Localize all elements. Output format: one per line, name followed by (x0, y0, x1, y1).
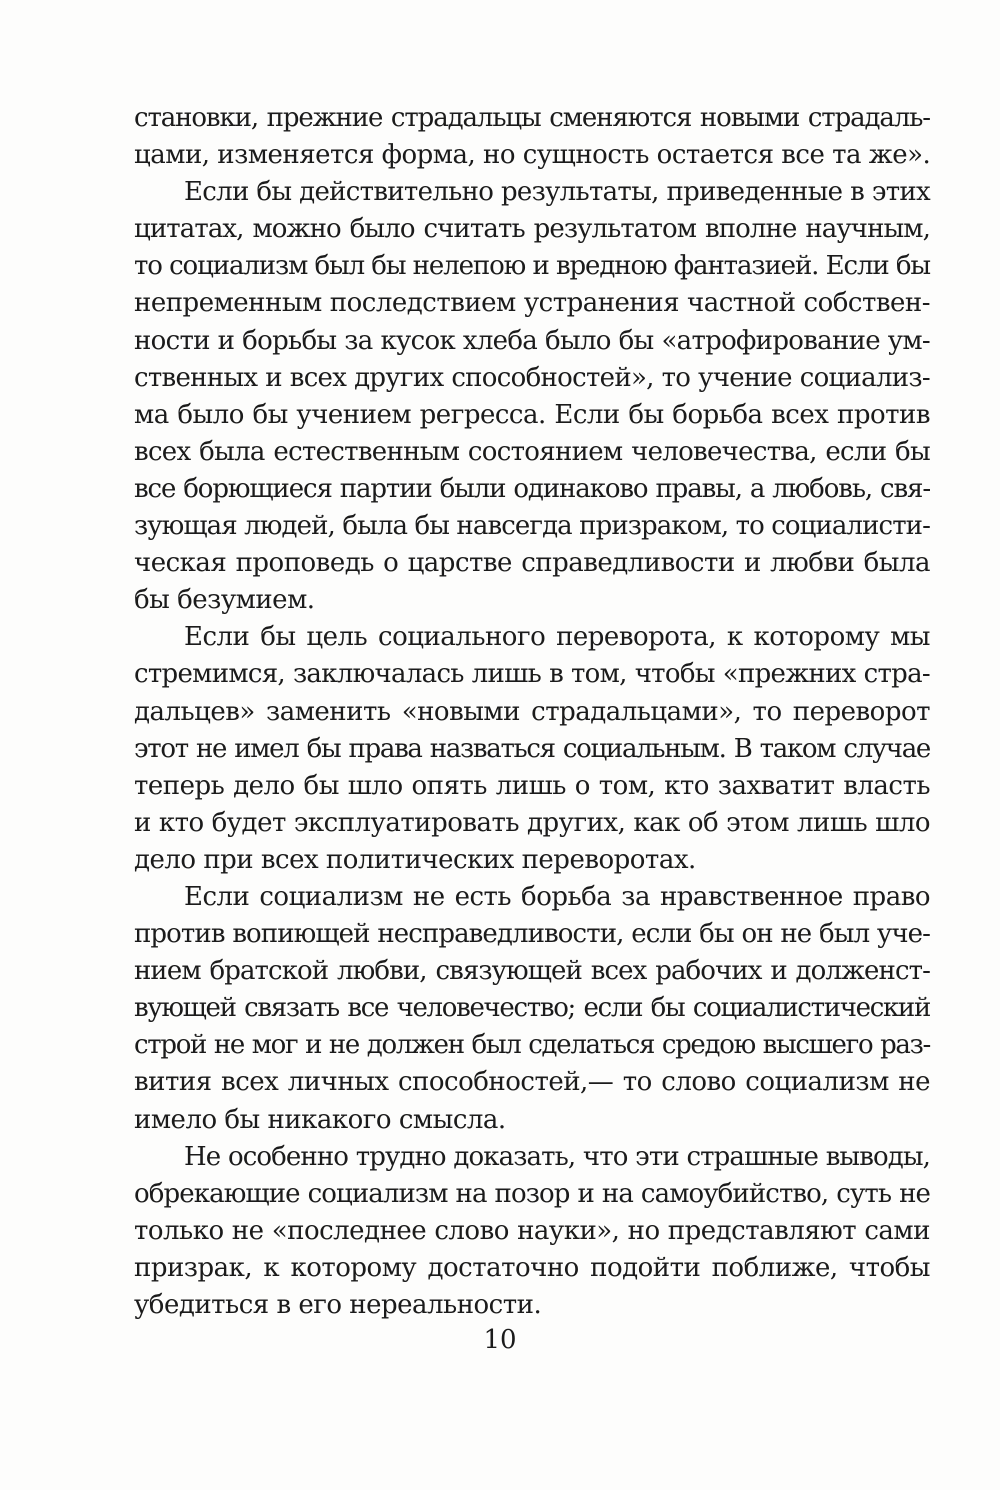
text-line: Если социализм не есть борьба за нравственное право (184, 881, 930, 912)
text-line: всех была естественным состоянием человечества, если бы (134, 436, 930, 467)
text-line: становки, прежние страдальцы сменяются новыми страдаль- (134, 103, 930, 133)
text-line: Если бы цель социального переворота, к которому мы (184, 622, 930, 653)
text-line: убедиться в его нереальности. (134, 1290, 542, 1320)
text-line: ма было бы учением регресса. Если бы борьба всех против (134, 399, 930, 430)
paragraph (134, 100, 930, 174)
text-line: то социализм был бы нелепою и вредною фантазией. Если бы (134, 251, 930, 282)
text-line: вития всех личных способностей,— то слово социализм не (134, 1067, 930, 1098)
text-line: ческая проповедь о царстве справедливости и любви была (134, 548, 930, 579)
text-line: против вопиющей несправедливости, если бы он не был уче- (134, 919, 930, 950)
text-line: стремимся, заключалась лишь в том, чтобы «прежних стра- (134, 659, 930, 690)
paragraph (134, 879, 930, 1139)
paragraph (134, 619, 930, 879)
text-line: призрак, к которому достаточно подойти поближе, чтобы (134, 1252, 930, 1283)
text-line: нием братской любви, связующей всех рабочих и долженст- (134, 956, 930, 987)
body-text (134, 100, 930, 1324)
paragraph (134, 174, 930, 619)
text-line: зующая людей, была бы навсегда призраком, то социалисти- (134, 511, 930, 542)
paragraph (134, 1139, 930, 1324)
page-number: 10 (483, 1325, 517, 1355)
text-line: этот не имел бы права назваться социальным. В таком случае (134, 733, 930, 764)
text-line: бы безумием. (134, 585, 315, 616)
text-line: все борющиеся партии были одинаково правы, а любовь, свя- (134, 473, 930, 504)
text-line: Если бы действительно результаты, приведенные в этих (184, 177, 930, 208)
text-line: дальцев» заменить «новыми страдальцами», то переворот (134, 696, 930, 727)
text-line: и кто будет эксплуатировать других, как об этом лишь шло (134, 807, 930, 838)
text-line: ности и борьбы за кусок хлеба было бы «атрофирование ум- (134, 325, 930, 356)
text-line: Не особенно трудно доказать, что эти страшные выводы, (184, 1141, 930, 1172)
text-line: цами, изменяется форма, но сущность остается все та же». (134, 140, 931, 171)
text-line: вующей связать все человечество; если бы социалистический (134, 993, 930, 1024)
text-line: только не «последнее слово науки», но представляют сами (134, 1215, 930, 1246)
text-line: строй не мог и не должен был сделаться средою высшего раз- (134, 1030, 930, 1061)
text-line: непременным последствием устранения частной собствен- (134, 288, 930, 319)
text-line: дело при всех политических переворотах. (134, 844, 696, 875)
text-line: ственных и всех других способностей», то учение социализ- (134, 362, 930, 393)
text-line: цитатах, можно было считать результатом вполне научным, (134, 214, 930, 245)
text-line: имело бы никакого смысла. (134, 1104, 506, 1135)
text-line: обрекающие социализм на позор и на самоубийство, суть не (134, 1178, 930, 1209)
text-line: теперь дело бы шло опять лишь о том, кто захватит власть (134, 770, 930, 801)
